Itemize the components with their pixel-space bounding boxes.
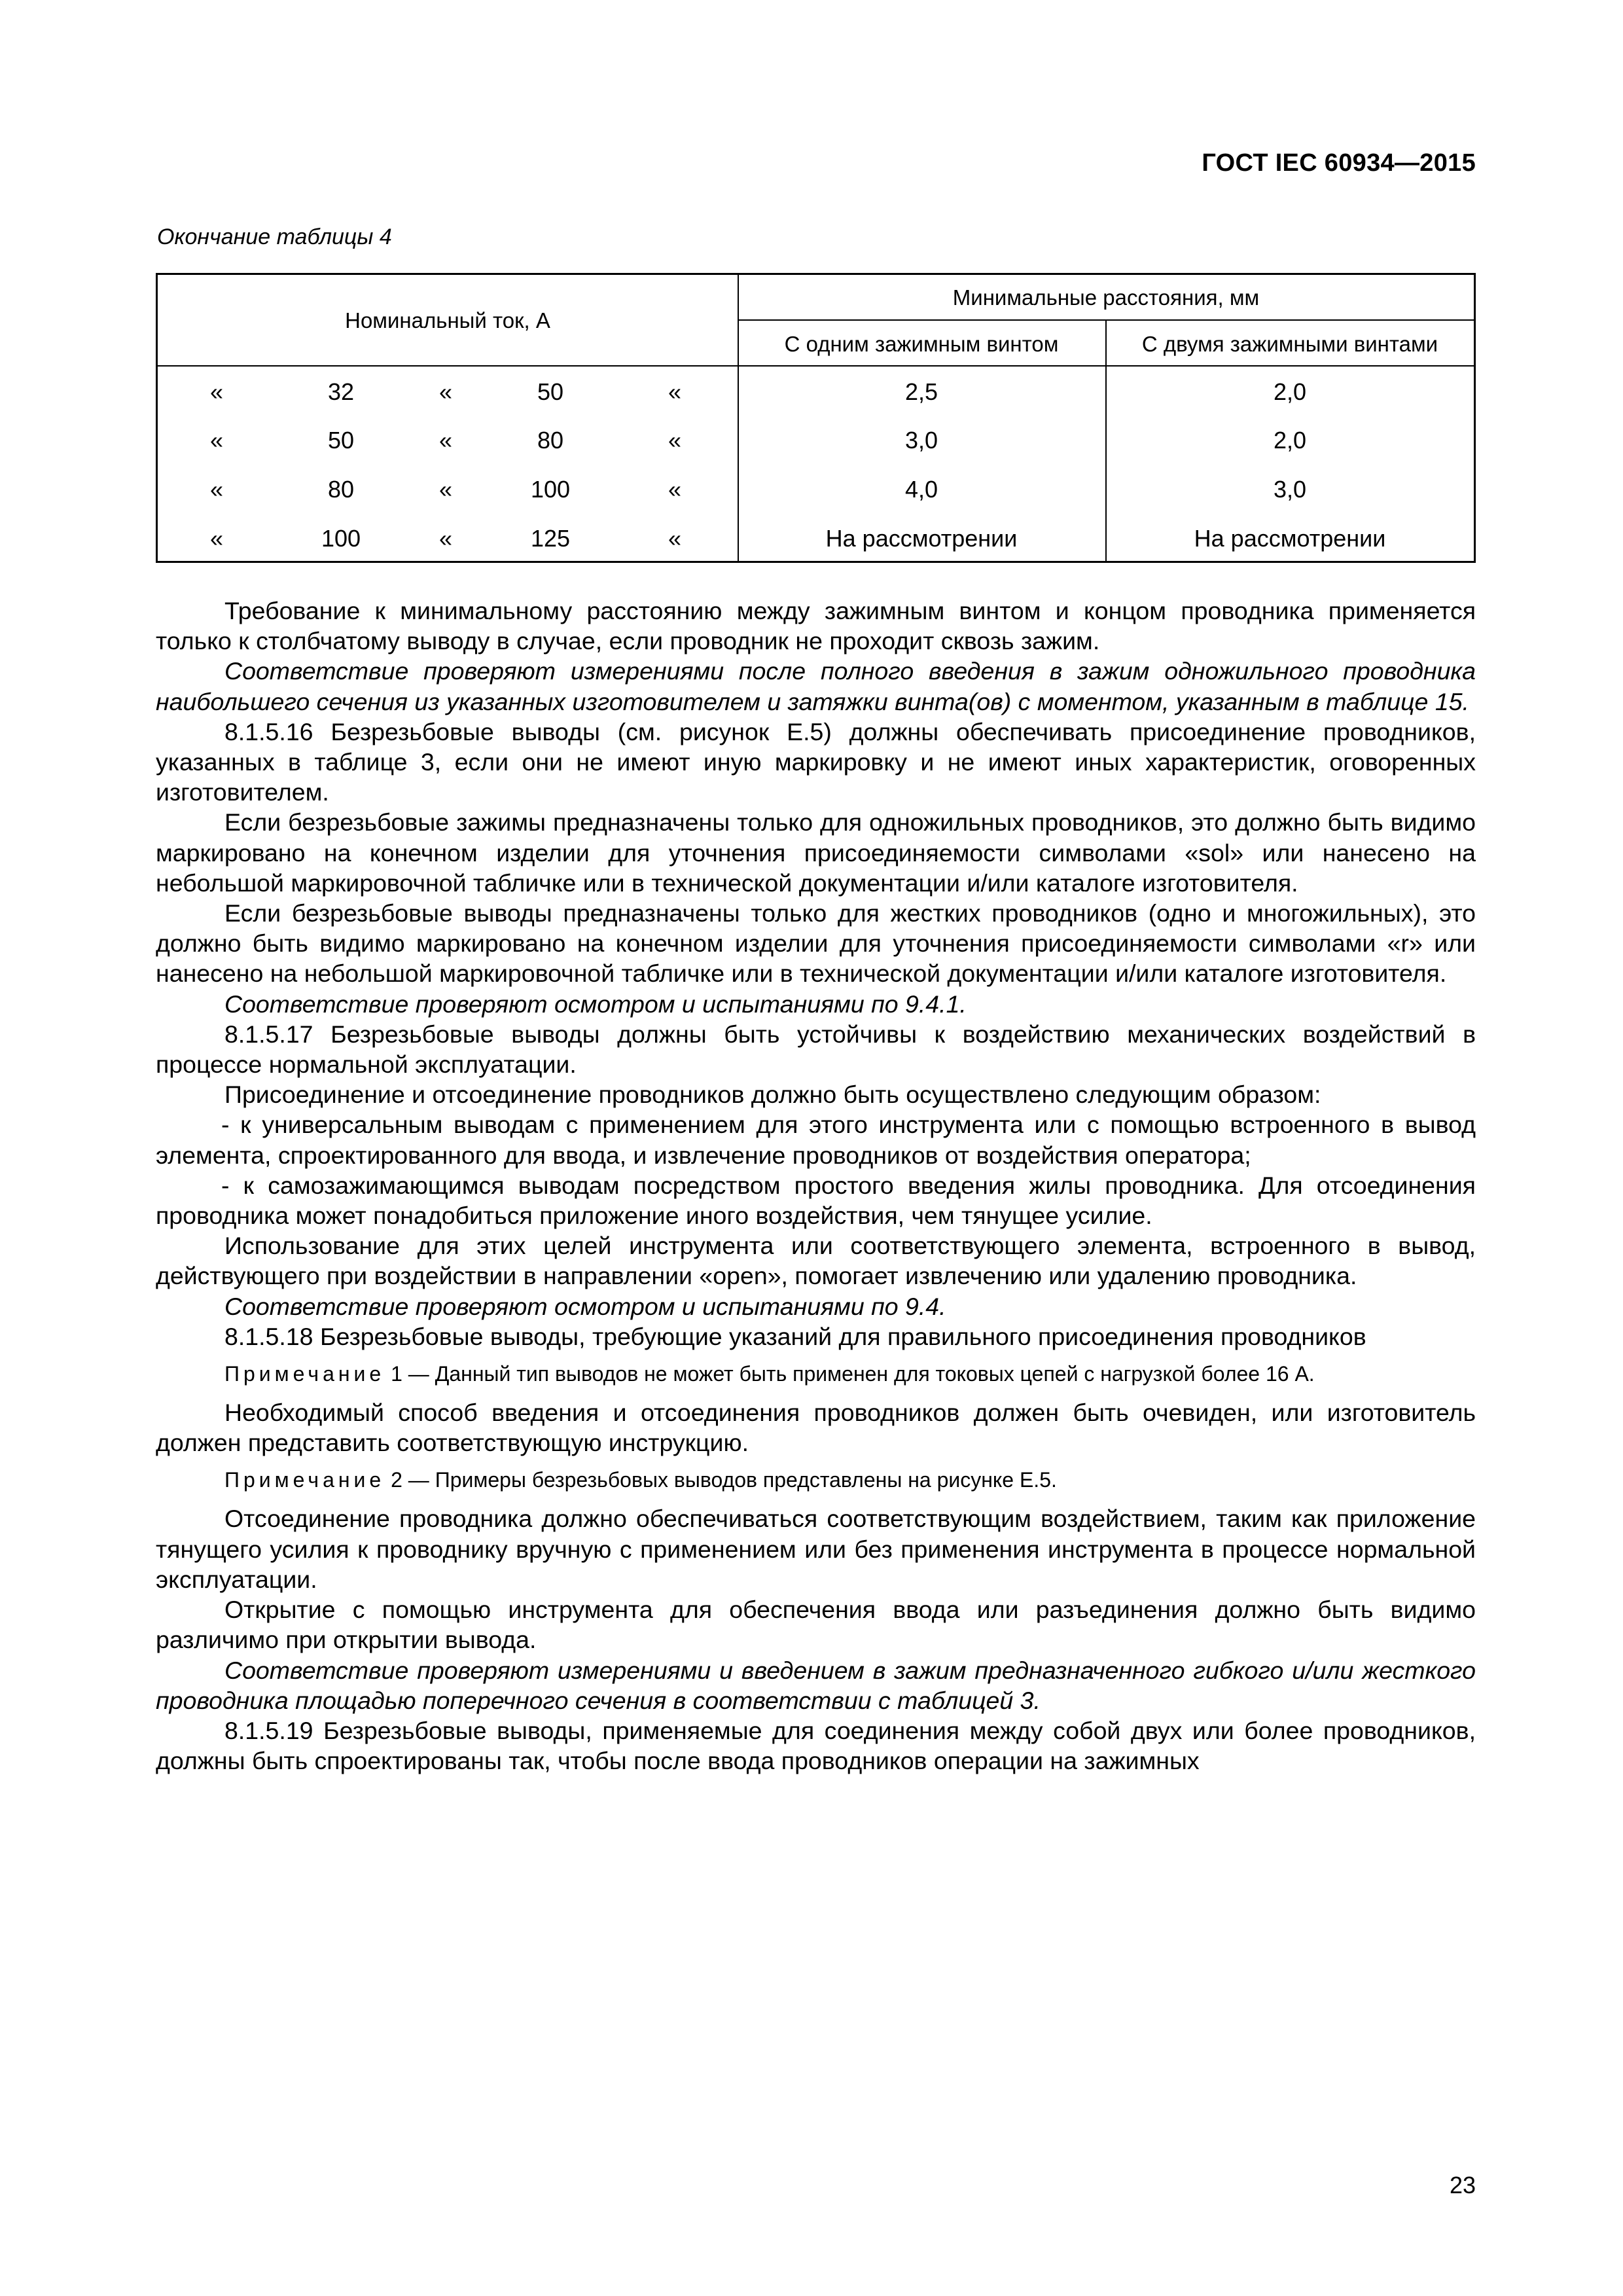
table-cell: 80 (537, 427, 564, 454)
table-cell: 100 (321, 525, 361, 552)
table-cell: 3,0 (904, 427, 938, 454)
table-cell: 2,0 (1273, 427, 1307, 454)
table-cell: « (668, 525, 682, 552)
table-cell: « (668, 378, 682, 405)
table-cell: 80 (327, 476, 355, 503)
compliance-paragraph: Соответствие проверяют измерениями после полного введения в зажим одножильного проводника наибольшего сечения из указанных изготовителем и затяжки винта(ов) с моментом, указанным в таблице 15. (156, 657, 1476, 715)
table-cell: 2,0 (1273, 378, 1307, 405)
header-current: Номинальный ток, А (345, 308, 550, 332)
note-label: Примечание (224, 1468, 385, 1492)
compliance-paragraph: Соответствие проверяют осмотром и испытаниями по 9.4. (224, 1292, 946, 1320)
header-one-screw: С одним зажимным винтом (784, 332, 1059, 356)
compliance-paragraph: Соответствие проверяют осмотром и испытаниями по 9.4.1. (224, 990, 967, 1018)
paragraph: Присоединение и отсоединение проводников должно быть осуществлено следующим образом: (224, 1081, 1321, 1109)
paragraph: Открытие с помощью инструмента для обеспечения ввода или разъединения должно быть видимо различимо при открытии вывода. (156, 1596, 1476, 1654)
table-cell: 50 (537, 378, 564, 405)
table-cell: 2,5 (904, 378, 938, 405)
paragraph: Если безрезьбовые выводы предназначены только для жестких проводников (одно и многожильных), это должно быть видимо маркировано на конечном изделии для уточнения присоединяемости символами «r» или нанесено на небольшой маркировочной табличке или в технической документации и/или каталоге изготовителя. (156, 899, 1476, 988)
table-cell: На рассмотрении (825, 525, 1018, 552)
clause-8-1-5-17: 8.1.5.17 Безрезьбовые выводы должны быть устойчивы к воздействию механических воздействий в процессе нормальной эксплуатации. (156, 1020, 1476, 1079)
table-cell: 4,0 (904, 476, 938, 503)
table-cell: « (438, 525, 453, 552)
table-cell: « (438, 476, 453, 503)
paragraph: Требование к минимальному расстоянию между зажимным винтом и концом проводника применяется только к столбчатому выводу в случае, если проводник не проходит сквозь зажим. (156, 597, 1476, 655)
table-divider (158, 365, 1474, 367)
table-cell: « (668, 476, 682, 503)
table-cell: « (209, 378, 224, 405)
table-cell: « (209, 476, 224, 503)
table-cell: « (209, 525, 224, 552)
clause-8-1-5-18: 8.1.5.18 Безрезьбовые выводы, требующие указаний для правильного присоединения проводников (224, 1322, 1366, 1350)
document-body (156, 596, 1476, 1776)
document-standard-header: ГОСТ IEC 60934—2015 (1202, 149, 1476, 177)
clause-8-1-5-16: 8.1.5.16 Безрезьбовые выводы (см. рисунок Е.5) должны обеспечивать присоединение проводников, указанных в таблице 3, если они не имеют иную маркировку и не имеют иных характеристик, оговоренных изготовителем. (156, 717, 1476, 806)
compliance-paragraph: Соответствие проверяют измерениями и введением в зажим предназначенного гибкого и/или жесткого проводника площадью поперечного сечения в соответствии с таблицей 3. (156, 1656, 1476, 1714)
list-item: - к самозажимающимся выводам посредством простого введения жилы проводника. Для отсоединения проводника может понадобиться приложение иного воздействия, чем тянущее усилие. (156, 1171, 1476, 1230)
table-divider (738, 275, 739, 562)
table-cell: « (438, 378, 453, 405)
page-number: 23 (1449, 2172, 1476, 2198)
note-2 (156, 1467, 1476, 1493)
table-cell: На рассмотрении (1194, 525, 1386, 552)
note-text: 1 — Данный тип выводов не может быть применен для токовых цепей с нагрузкой более 16 А. (385, 1362, 1315, 1386)
note-text: 2 — Примеры безрезьбовых выводов представлены на рисунке Е.5. (385, 1468, 1057, 1492)
table-caption: Окончание таблицы 4 (157, 224, 392, 249)
header-min-distance: Минимальные расстояния, мм (952, 285, 1260, 310)
note-label: Примечание (224, 1362, 385, 1386)
paragraph: Если безрезьбовые зажимы предназначены только для одножильных проводников, это должно быть видимо маркировано на конечном изделии для уточнения присоединяемости символами «sol» или нанесено на небольшой маркировочной табличке или в технической документации и/или каталоге изготовителя. (156, 808, 1476, 897)
paragraph: Отсоединение проводника должно обеспечиваться соответствующим воздействием, таким как приложение тянущего усилия к проводнику вручную с применением или без применения инструмента в процессе нормальной эксплуатации. (156, 1505, 1476, 1593)
clause-8-1-5-19: 8.1.5.19 Безрезьбовые выводы, применяемые для соединения между собой двух или более проводников, должны быть спроектированы так, чтобы после ввода проводников операции на зажимных (156, 1716, 1476, 1775)
header-two-screws: С двумя зажимными винтами (1141, 332, 1438, 356)
note-1 (156, 1361, 1476, 1387)
table-cell: 100 (530, 476, 571, 503)
list-item: - к универсальным выводам с применением для этого инструмента или с помощью встроенного в вывод элемента, спроектированного для ввода, и извлечение проводников от воздействия оператора; (156, 1111, 1476, 1169)
paragraph: Использование для этих целей инструмента или соответствующего элемента, встроенного в вывод, действующего при воздействии в направлении «open», помогает извлечению или удалению проводника. (156, 1232, 1476, 1290)
table-cell: 125 (530, 525, 571, 552)
table-cell: « (209, 427, 224, 454)
data-table (156, 273, 1476, 563)
paragraph: Необходимый способ введения и отсоединения проводников должен быть очевиден, или изготовитель должен представить соответствующую инструкцию. (156, 1399, 1476, 1457)
table-cell: « (438, 427, 453, 454)
table-cell: « (668, 427, 682, 454)
table-cell: 32 (327, 378, 355, 405)
table-cell: 50 (327, 427, 355, 454)
table-cell: 3,0 (1273, 476, 1307, 503)
